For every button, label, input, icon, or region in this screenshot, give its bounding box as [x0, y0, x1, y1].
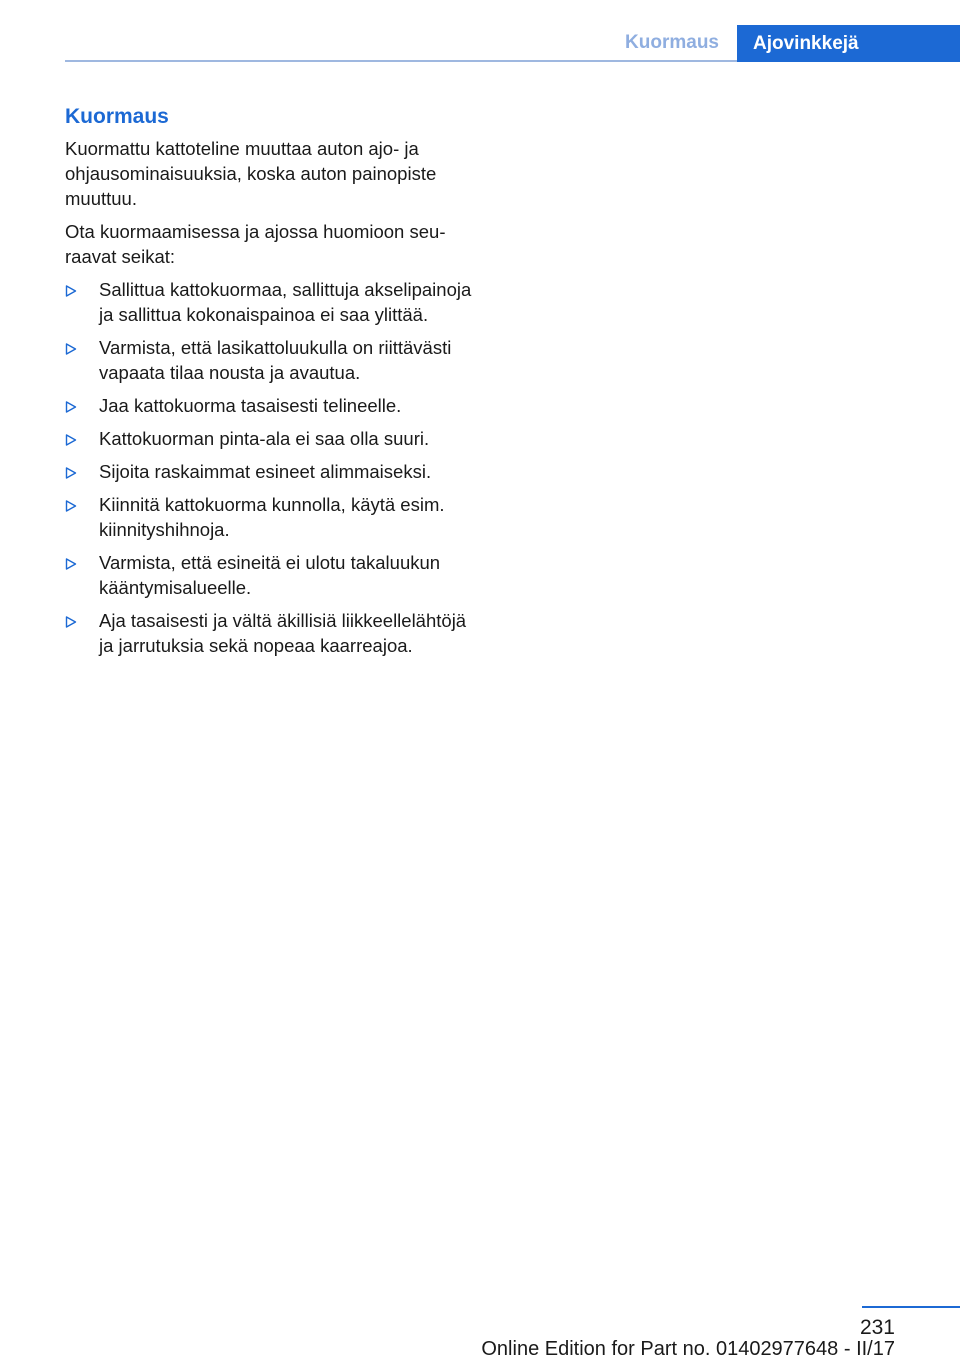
list-item: [65, 393, 485, 418]
list-item-text: Varmista, että esineitä ei ulotu takaluukun kääntymisalueelle.: [99, 552, 441, 598]
bullet-list: [65, 277, 485, 658]
triangle-right-outline-icon: [65, 285, 77, 297]
triangle-right-outline-icon: [65, 343, 77, 355]
triangle-right-outline-icon: [65, 616, 77, 628]
list-item-text: Sijoita raskaimmat esineet alimmaiseksi.: [99, 461, 432, 482]
list-item: [65, 492, 485, 542]
page-number: 231: [859, 1316, 895, 1339]
triangle-right-outline-icon: [65, 558, 77, 570]
header-chapter-tab[interactable]: Ajovinkkejä: [737, 25, 960, 62]
triangle-right-outline-icon: [65, 401, 77, 413]
list-item-text: Kattokuorman pinta-ala ei saa olla suuri.: [99, 428, 430, 449]
list-item: [65, 550, 485, 600]
list-item: [65, 608, 485, 658]
list-item-text: Varmista, että lasikattoluukulla on riittävästi vapaata tilaa nousta ja avautua.: [99, 337, 452, 383]
list-item: [65, 426, 485, 451]
list-item-text: Kiinnitä kattokuorma kunnolla, käytä esim. kiinnityshihnoja.: [99, 494, 445, 540]
header-section-label[interactable]: Kuormaus: [625, 32, 719, 53]
triangle-right-outline-icon: [65, 500, 77, 512]
list-item: [65, 459, 485, 484]
footer-rule: [862, 1306, 960, 1308]
main-content: [65, 103, 485, 666]
intro-paragraph: Kuormattu kattoteline muuttaa auton ajo- ja ohjausominaisuuksia, koska auton painopiste muuttuu.: [65, 138, 437, 209]
list-item-text: Aja tasaisesti ja vältä äkillisiä liikkeellelähtöjä ja jarrutuksia sekä nopeaa kaarreajoa.: [99, 610, 467, 656]
list-item-text: Jaa kattokuorma tasaisesti telineelle.: [99, 395, 402, 416]
instruction-paragraph: Ota kuormaamisessa ja ajossa huomioon seuraavat seikat:: [65, 221, 446, 267]
section-title: Kuormaus: [65, 105, 169, 128]
triangle-right-outline-icon: [65, 467, 77, 479]
list-item: [65, 335, 485, 385]
footer-edition-text: Online Edition for Part no. 01402977648 - II/17: [481, 1338, 895, 1360]
list-item-text: Sallittua kattokuormaa, sallittuja akselipainoja ja sallittua kokonaispainoa ei saa ylittää.: [99, 279, 472, 325]
page-header: [0, 25, 960, 61]
triangle-right-outline-icon: [65, 434, 77, 446]
list-item: [65, 277, 485, 327]
